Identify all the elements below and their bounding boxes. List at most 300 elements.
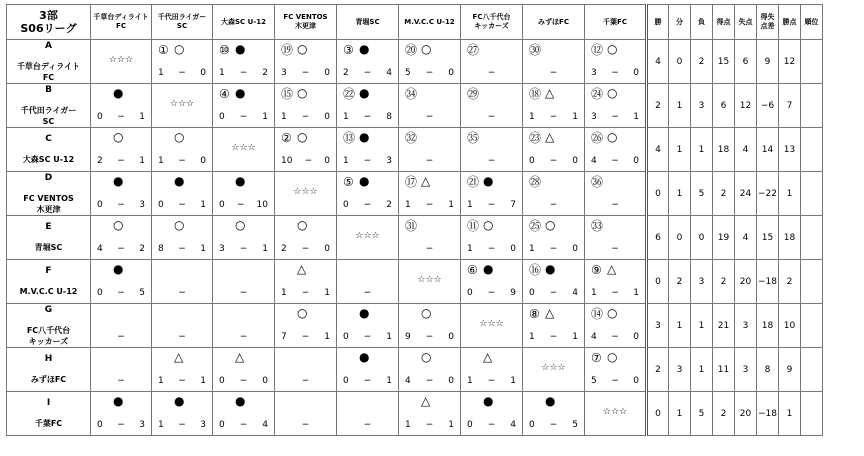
match-score bbox=[97, 288, 145, 298]
team-name-cell bbox=[7, 348, 91, 392]
stat-cell bbox=[801, 84, 823, 128]
stat-cell: 0 bbox=[691, 216, 713, 260]
stat-cell: 0 bbox=[647, 172, 669, 216]
match-result-mark: ○ bbox=[297, 86, 308, 100]
stat-cell: 4 bbox=[647, 128, 669, 172]
match-result-mark: ○ bbox=[235, 218, 246, 232]
score-for: 1 bbox=[158, 420, 164, 430]
stat-cell bbox=[801, 260, 823, 304]
self-mark: ☆☆☆ bbox=[108, 55, 134, 65]
score-dash: − bbox=[549, 332, 558, 342]
score-dash: − bbox=[304, 156, 313, 166]
team-letter: H bbox=[44, 354, 53, 364]
match-score bbox=[343, 68, 392, 78]
match-cell bbox=[213, 84, 275, 128]
match-result-mark: ○ bbox=[297, 130, 308, 144]
match-cell bbox=[337, 348, 399, 392]
table-row bbox=[7, 392, 823, 436]
score-for: 1 bbox=[281, 112, 287, 122]
stat-cell: 3 bbox=[691, 260, 713, 304]
match-pending: − bbox=[178, 332, 186, 342]
stat-cell: 4 bbox=[735, 128, 757, 172]
score-against: 0 bbox=[262, 376, 268, 386]
score-against: 1 bbox=[510, 376, 516, 386]
score-dash: − bbox=[363, 156, 372, 166]
score-for: 0 bbox=[97, 420, 103, 430]
score-dash: − bbox=[178, 420, 186, 430]
match-result-mark: ● bbox=[235, 86, 246, 100]
match-score bbox=[405, 332, 454, 342]
score-dash: − bbox=[611, 376, 619, 386]
team-name-cell bbox=[7, 128, 91, 172]
stat-cell: 3 bbox=[735, 348, 757, 392]
stat-cell bbox=[801, 348, 823, 392]
match-result-mark: △ bbox=[421, 174, 431, 188]
self-match-cell bbox=[461, 304, 523, 348]
match-number: ㉑ bbox=[467, 175, 480, 189]
stat-cell: 24 bbox=[735, 172, 757, 216]
score-dash: − bbox=[239, 420, 248, 430]
score-for: 0 bbox=[219, 200, 225, 210]
match-result-mark: ○ bbox=[297, 42, 308, 56]
match-cell bbox=[213, 348, 275, 392]
score-for: 0 bbox=[97, 200, 103, 210]
score-for: 2 bbox=[343, 68, 349, 78]
match-result-mark: ● bbox=[113, 262, 124, 276]
score-against: 0 bbox=[448, 332, 454, 342]
league-name: S06リーグ bbox=[20, 22, 77, 35]
match-result-mark: ○ bbox=[297, 306, 308, 320]
match-score bbox=[467, 376, 516, 386]
stat-cell: 1 bbox=[691, 304, 713, 348]
stat-cell: 0 bbox=[647, 392, 669, 436]
match-score bbox=[281, 156, 330, 166]
score-for: 0 bbox=[467, 420, 473, 430]
score-for: 0 bbox=[343, 332, 349, 342]
match-cell bbox=[399, 216, 461, 260]
team-name: 千代田ライガー SC bbox=[20, 105, 77, 126]
score-dash: − bbox=[611, 156, 619, 166]
match-cell bbox=[461, 40, 523, 84]
stat-cell: 1 bbox=[669, 84, 691, 128]
match-cell bbox=[337, 84, 399, 128]
stat-cell: 2 bbox=[647, 84, 669, 128]
score-against: 3 bbox=[139, 200, 145, 210]
team-letter: E bbox=[45, 222, 52, 232]
score-for: 1 bbox=[529, 112, 535, 122]
score-against: 3 bbox=[139, 420, 145, 430]
score-dash: − bbox=[487, 288, 496, 298]
team-letter: I bbox=[46, 398, 51, 408]
stat-cell: 21 bbox=[713, 304, 735, 348]
match-score bbox=[529, 156, 578, 166]
match-cell bbox=[275, 260, 337, 304]
match-number: ㉘ bbox=[529, 175, 542, 189]
column-header-stat: 失点 bbox=[735, 5, 757, 40]
match-result-mark: ● bbox=[174, 394, 185, 408]
score-against: 0 bbox=[633, 376, 639, 386]
match-cell bbox=[585, 172, 647, 216]
self-mark: ☆☆☆ bbox=[602, 407, 628, 417]
score-dash: − bbox=[236, 200, 245, 210]
match-cell bbox=[337, 260, 399, 304]
score-against: 1 bbox=[633, 112, 639, 122]
match-score bbox=[219, 112, 268, 122]
self-mark: ☆☆☆ bbox=[355, 231, 380, 241]
score-against: 4 bbox=[510, 420, 516, 430]
match-cell bbox=[461, 128, 523, 172]
score-against: 0 bbox=[324, 112, 330, 122]
table-row bbox=[7, 172, 823, 216]
score-for: 2 bbox=[281, 244, 287, 254]
league-division: 3部 bbox=[39, 9, 58, 22]
match-pending: − bbox=[487, 156, 496, 166]
match-cell bbox=[337, 392, 399, 436]
match-cell bbox=[275, 348, 337, 392]
team-name-cell bbox=[7, 84, 91, 128]
score-for: 1 bbox=[158, 156, 164, 166]
score-for: 3 bbox=[281, 68, 287, 78]
score-dash: − bbox=[611, 288, 619, 298]
match-cell bbox=[523, 304, 585, 348]
match-result-mark: ● bbox=[545, 394, 556, 408]
match-number: ⑯ bbox=[529, 263, 542, 277]
match-score bbox=[343, 112, 392, 122]
league-table bbox=[6, 4, 823, 436]
match-score bbox=[467, 244, 516, 254]
stat-cell: 13 bbox=[779, 128, 801, 172]
score-against: 1 bbox=[200, 244, 206, 254]
match-result-mark: ○ bbox=[607, 130, 618, 144]
match-cell bbox=[399, 84, 461, 128]
match-score bbox=[158, 244, 206, 254]
match-pending: − bbox=[363, 288, 372, 298]
match-score bbox=[405, 68, 454, 78]
score-dash: − bbox=[487, 420, 496, 430]
match-score bbox=[529, 420, 578, 430]
match-result-mark: ● bbox=[359, 130, 370, 144]
column-header-team: 千草台ディライト FC bbox=[91, 5, 152, 40]
self-match-cell bbox=[399, 260, 461, 304]
match-cell bbox=[585, 216, 647, 260]
match-score bbox=[97, 156, 145, 166]
score-for: 1 bbox=[591, 288, 597, 298]
match-score bbox=[158, 156, 206, 166]
match-number: ③ bbox=[343, 43, 354, 57]
match-number: ⑩ bbox=[219, 43, 230, 57]
score-for: 0 bbox=[529, 420, 535, 430]
stat-cell: 1 bbox=[669, 304, 691, 348]
team-name: 大森SC U-12 bbox=[22, 155, 75, 164]
stat-cell: 0 bbox=[669, 40, 691, 84]
stat-cell: 14 bbox=[757, 128, 779, 172]
match-cell bbox=[461, 216, 523, 260]
match-score bbox=[343, 156, 392, 166]
score-against: 0 bbox=[572, 244, 578, 254]
column-header-team: FC八千代台 キッカーズ bbox=[461, 5, 523, 40]
column-header-team: みずほFC bbox=[523, 5, 585, 40]
stat-cell: 8 bbox=[757, 348, 779, 392]
match-cell bbox=[213, 392, 275, 436]
score-dash: − bbox=[301, 112, 310, 122]
score-dash: − bbox=[363, 376, 372, 386]
match-score bbox=[219, 68, 268, 78]
match-result-mark: ● bbox=[235, 174, 246, 188]
column-header-team: 青堀SC bbox=[337, 5, 399, 40]
match-cell bbox=[461, 84, 523, 128]
score-dash: − bbox=[487, 200, 496, 210]
match-result-mark: ● bbox=[113, 174, 124, 188]
score-against: 1 bbox=[200, 376, 206, 386]
match-score bbox=[158, 68, 206, 78]
stat-cell: 2 bbox=[713, 260, 735, 304]
stat-cell: 1 bbox=[691, 128, 713, 172]
stat-cell bbox=[801, 216, 823, 260]
score-for: 4 bbox=[97, 244, 103, 254]
stat-cell: 0 bbox=[669, 216, 691, 260]
team-name: 青堀SC bbox=[34, 243, 63, 252]
score-dash: − bbox=[363, 200, 372, 210]
team-letter: C bbox=[45, 134, 52, 144]
score-dash: − bbox=[363, 112, 372, 122]
match-cell bbox=[275, 84, 337, 128]
score-against: 1 bbox=[386, 332, 392, 342]
team-name: みずほFC bbox=[30, 375, 67, 384]
match-result-mark: ○ bbox=[421, 306, 432, 320]
match-score bbox=[158, 376, 206, 386]
score-against: 2 bbox=[262, 68, 268, 78]
match-number: ㉗ bbox=[467, 43, 480, 57]
score-dash: − bbox=[117, 420, 125, 430]
team-name: 千草台ディライト FC bbox=[16, 61, 81, 82]
match-cell bbox=[91, 260, 152, 304]
table-row bbox=[7, 304, 823, 348]
match-result-mark: △ bbox=[545, 86, 555, 100]
self-match-cell bbox=[213, 128, 275, 172]
match-number: ㉔ bbox=[591, 87, 604, 101]
self-match-cell bbox=[91, 40, 152, 84]
self-mark: ☆☆☆ bbox=[417, 275, 442, 285]
stat-cell: 10 bbox=[779, 304, 801, 348]
match-cell bbox=[399, 40, 461, 84]
match-number: ⑱ bbox=[529, 87, 542, 101]
score-dash: − bbox=[117, 200, 125, 210]
match-cell bbox=[461, 172, 523, 216]
score-dash: − bbox=[301, 68, 310, 78]
stat-cell bbox=[801, 392, 823, 436]
match-cell bbox=[152, 128, 213, 172]
column-header-team: 千葉FC bbox=[585, 5, 647, 40]
stat-cell: 15 bbox=[713, 40, 735, 84]
stat-cell: 2 bbox=[647, 348, 669, 392]
match-cell bbox=[523, 392, 585, 436]
match-score bbox=[219, 200, 268, 210]
match-result-mark: ○ bbox=[483, 218, 494, 232]
score-dash: − bbox=[549, 288, 558, 298]
match-score bbox=[405, 200, 454, 210]
match-pending: − bbox=[611, 244, 619, 254]
stat-cell: 9 bbox=[757, 40, 779, 84]
score-against: 1 bbox=[572, 112, 578, 122]
match-result-mark: ● bbox=[359, 306, 370, 320]
self-mark: ☆☆☆ bbox=[169, 99, 195, 109]
score-for: 5 bbox=[591, 376, 597, 386]
match-cell bbox=[213, 260, 275, 304]
column-header-stat: 得失 点差 bbox=[757, 5, 779, 40]
score-dash: − bbox=[301, 244, 310, 254]
stat-cell bbox=[801, 304, 823, 348]
stat-cell: −22 bbox=[757, 172, 779, 216]
match-score bbox=[529, 244, 578, 254]
column-header-stat: 勝点 bbox=[779, 5, 801, 40]
stat-cell: 1 bbox=[669, 392, 691, 436]
score-for: 1 bbox=[467, 376, 473, 386]
match-number: ㉜ bbox=[405, 131, 418, 145]
match-score bbox=[281, 112, 330, 122]
match-score bbox=[529, 288, 578, 298]
score-for: 5 bbox=[405, 68, 411, 78]
score-against: 0 bbox=[324, 244, 330, 254]
score-dash: − bbox=[549, 156, 558, 166]
stat-cell: −18 bbox=[757, 260, 779, 304]
match-number: ⑨ bbox=[591, 263, 602, 277]
score-dash: − bbox=[487, 244, 496, 254]
match-pending: − bbox=[239, 332, 248, 342]
match-cell bbox=[399, 392, 461, 436]
team-letter: D bbox=[44, 172, 53, 183]
team-name-cell bbox=[7, 304, 91, 348]
self-match-cell bbox=[152, 84, 213, 128]
match-pending: − bbox=[301, 420, 310, 430]
match-number: ⑬ bbox=[343, 131, 356, 145]
column-header-team: 大森SC U-12 bbox=[213, 5, 275, 40]
column-header-team: 千代田ライガー SC bbox=[152, 5, 213, 40]
match-result-mark: △ bbox=[607, 262, 617, 276]
match-number: ㉖ bbox=[591, 131, 604, 145]
stat-cell: 2 bbox=[669, 260, 691, 304]
stat-cell: −6 bbox=[757, 84, 779, 128]
match-cell bbox=[399, 304, 461, 348]
match-number: ⑤ bbox=[343, 175, 354, 189]
team-name: 千葉FC bbox=[34, 419, 63, 428]
score-against: 7 bbox=[510, 200, 516, 210]
match-cell bbox=[152, 172, 213, 216]
score-dash: − bbox=[239, 112, 248, 122]
score-for: 10 bbox=[281, 156, 293, 166]
match-pending: − bbox=[117, 332, 125, 342]
match-result-mark: ● bbox=[545, 262, 556, 276]
match-cell bbox=[585, 304, 647, 348]
match-score bbox=[591, 68, 639, 78]
stat-cell: 2 bbox=[691, 40, 713, 84]
column-header-team: FC VENTOS 木更津 bbox=[275, 5, 337, 40]
match-result-mark: ○ bbox=[545, 218, 556, 232]
self-mark: ☆☆☆ bbox=[479, 319, 504, 329]
score-for: 8 bbox=[158, 244, 164, 254]
stat-cell: 3 bbox=[735, 304, 757, 348]
score-for: 0 bbox=[158, 200, 164, 210]
score-against: 2 bbox=[139, 244, 145, 254]
score-dash: − bbox=[425, 376, 434, 386]
match-score bbox=[219, 420, 268, 430]
score-dash: − bbox=[363, 68, 372, 78]
table-row bbox=[7, 40, 823, 84]
match-cell bbox=[213, 172, 275, 216]
stat-cell: 1 bbox=[779, 392, 801, 436]
stat-cell: 7 bbox=[779, 84, 801, 128]
match-result-mark: ○ bbox=[174, 218, 185, 232]
match-cell bbox=[152, 392, 213, 436]
team-name-cell bbox=[7, 392, 91, 436]
match-result-mark: △ bbox=[421, 394, 431, 408]
match-number: ⑪ bbox=[467, 219, 480, 233]
match-cell bbox=[91, 84, 152, 128]
match-score bbox=[343, 332, 392, 342]
score-for: 1 bbox=[343, 156, 349, 166]
score-for: 1 bbox=[405, 200, 411, 210]
match-score bbox=[97, 420, 145, 430]
match-result-mark: ● bbox=[359, 174, 370, 188]
match-cell bbox=[461, 348, 523, 392]
self-mark: ☆☆☆ bbox=[541, 363, 566, 373]
stat-cell: 4 bbox=[735, 216, 757, 260]
score-against: 1 bbox=[139, 112, 145, 122]
match-result-mark: ● bbox=[174, 174, 185, 188]
match-cell bbox=[275, 128, 337, 172]
score-for: 1 bbox=[405, 420, 411, 430]
score-dash: − bbox=[117, 156, 125, 166]
score-against: 1 bbox=[139, 156, 145, 166]
match-cell bbox=[523, 128, 585, 172]
score-dash: − bbox=[487, 376, 496, 386]
match-score bbox=[281, 68, 330, 78]
stat-cell: 3 bbox=[669, 348, 691, 392]
match-result-mark: ● bbox=[359, 42, 370, 56]
match-cell bbox=[585, 260, 647, 304]
score-against: 1 bbox=[324, 332, 330, 342]
match-pending: − bbox=[178, 288, 186, 298]
team-name-cell bbox=[7, 260, 91, 304]
score-dash: − bbox=[611, 112, 619, 122]
self-match-cell bbox=[585, 392, 647, 436]
match-number: ㉞ bbox=[405, 87, 418, 101]
match-cell bbox=[91, 348, 152, 392]
match-pending: − bbox=[239, 288, 248, 298]
match-cell bbox=[523, 40, 585, 84]
match-pending: − bbox=[425, 156, 434, 166]
match-number: ㉒ bbox=[343, 87, 356, 101]
team-name: FC八千代台 キッカーズ bbox=[26, 325, 71, 346]
score-against: 0 bbox=[572, 156, 578, 166]
stat-cell: 6 bbox=[713, 84, 735, 128]
table-row bbox=[7, 260, 823, 304]
score-against: 1 bbox=[386, 376, 392, 386]
score-for: 0 bbox=[97, 112, 103, 122]
score-for: 0 bbox=[219, 376, 225, 386]
stat-cell: 20 bbox=[735, 260, 757, 304]
column-header-stat: 分 bbox=[669, 5, 691, 40]
score-dash: − bbox=[425, 200, 434, 210]
match-pending: − bbox=[549, 68, 558, 78]
score-against: 0 bbox=[633, 156, 639, 166]
stat-cell: 1 bbox=[691, 348, 713, 392]
match-result-mark: ○ bbox=[174, 42, 185, 56]
team-name-cell bbox=[7, 172, 91, 216]
team-letter: F bbox=[45, 266, 52, 276]
match-score bbox=[97, 244, 145, 254]
match-number: ① bbox=[158, 43, 169, 57]
score-dash: − bbox=[549, 112, 558, 122]
